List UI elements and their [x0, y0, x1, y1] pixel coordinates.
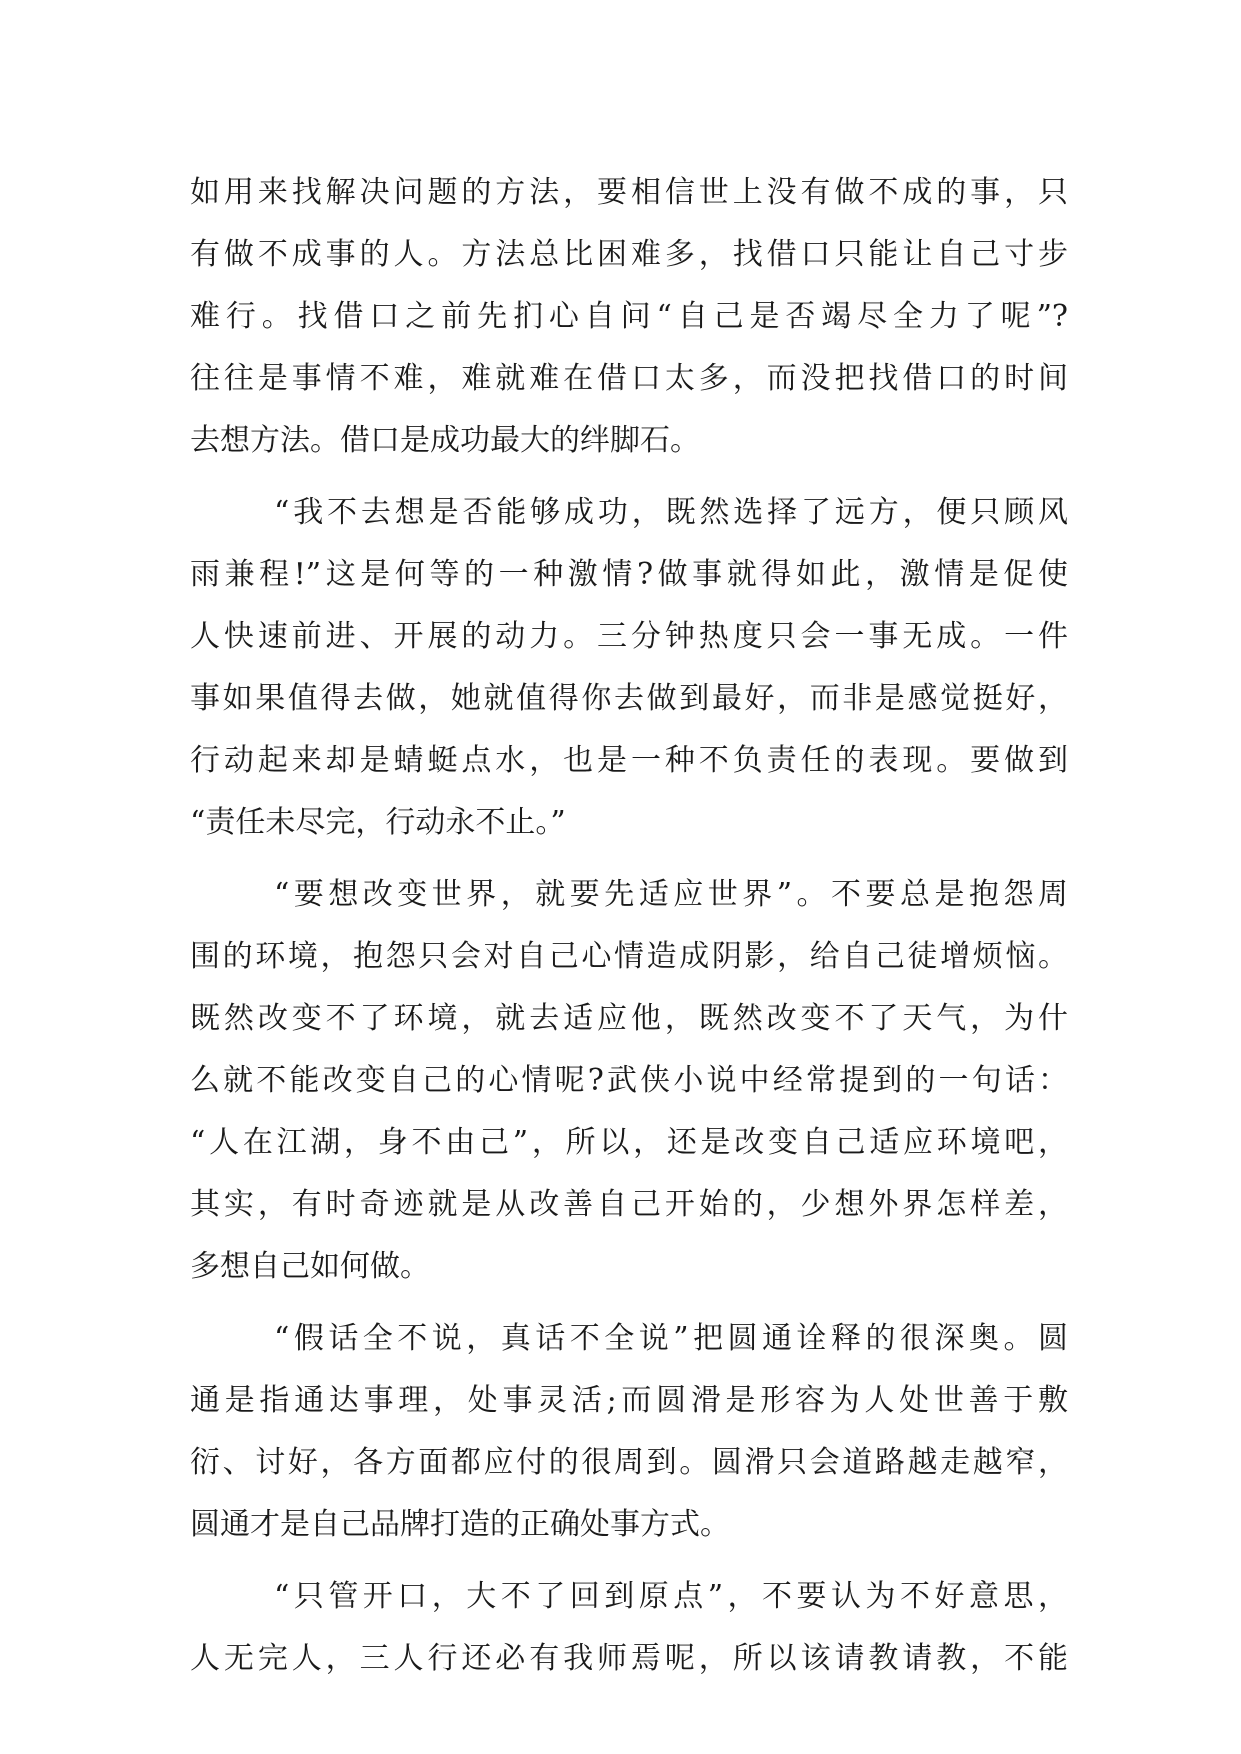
text-line: 其实，有时奇迹就是从改善自己开始的，少想外界怎样差，: [190, 1187, 1068, 1222]
paragraph: [190, 482, 1068, 854]
text-line: 行动起来却是蜻蜓点水，也是一种不负责任的表现。要做到: [190, 743, 1068, 778]
text-line: 圆通才是自己品牌打造的正确处事方式。: [190, 1507, 730, 1542]
paragraph-gap: [190, 472, 1068, 482]
paragraph-gap: [190, 1556, 1068, 1566]
text-line: 衍、讨好，各方面都应付的很周到。圆滑只会道路越走越窄，: [190, 1445, 1068, 1480]
paragraph: [190, 864, 1068, 1298]
text-line: 如用来找解决问题的方法，要相信世上没有做不成的事，只: [190, 175, 1068, 210]
text-line: “责任未尽完，行动永不止。”: [190, 805, 566, 840]
text-line: 通是指通达事理，处事灵活;而圆滑是形容为人处世善于敷: [190, 1383, 1068, 1418]
text-line: 有做不成事的人。方法总比困难多，找借口只能让自己寸步: [190, 237, 1068, 272]
text-line: 么就不能改变自己的心情呢?武侠小说中经常提到的一句话：: [190, 1063, 1068, 1098]
paragraph-gap: [190, 854, 1068, 864]
text-line: 难行。找借口之前先扪心自问“自己是否竭尽全力了呢”?: [190, 299, 1068, 334]
text-line: 往往是事情不难，难就难在借口太多，而没把找借口的时间: [190, 361, 1068, 396]
text-line: 事如果值得去做，她就值得你去做到最好，而非是感觉挺好，: [190, 681, 1068, 716]
text-line: 既然改变不了环境，就去适应他，既然改变不了天气，为什: [190, 1001, 1068, 1036]
text-line: “人在江湖，身不由己”，所以，还是改变自己适应环境吧，: [190, 1125, 1068, 1160]
text-line: 多想自己如何做。: [190, 1249, 430, 1284]
document-body: [190, 162, 1068, 1690]
paragraph: [190, 1308, 1068, 1556]
text-line: 人无完人，三人行还必有我师焉呢，所以该请教请教，不能: [190, 1641, 1068, 1676]
text-line: “我不去想是否能够成功，既然选择了远方，便只顾风: [274, 495, 1068, 530]
text-line: “假话全不说，真话不全说”把圆通诠释的很深奥。圆: [274, 1321, 1068, 1356]
text-line: “只管开口，大不了回到原点”，不要认为不好意思，: [274, 1579, 1068, 1614]
text-line: 围的环境，抱怨只会对自己心情造成阴影，给自己徒增烦恼。: [190, 939, 1068, 974]
paragraph: [190, 162, 1068, 472]
paragraph-gap: [190, 1298, 1068, 1308]
text-line: “要想改变世界，就要先适应世界”。不要总是抱怨周: [274, 877, 1068, 912]
text-line: 人快速前进、开展的动力。三分钟热度只会一事无成。一件: [190, 619, 1068, 654]
paragraph: [190, 1566, 1068, 1690]
text-line: 雨兼程!”这是何等的一种激情?做事就得如此，激情是促使: [190, 557, 1068, 592]
text-line: 去想方法。借口是成功最大的绊脚石。: [190, 423, 700, 458]
